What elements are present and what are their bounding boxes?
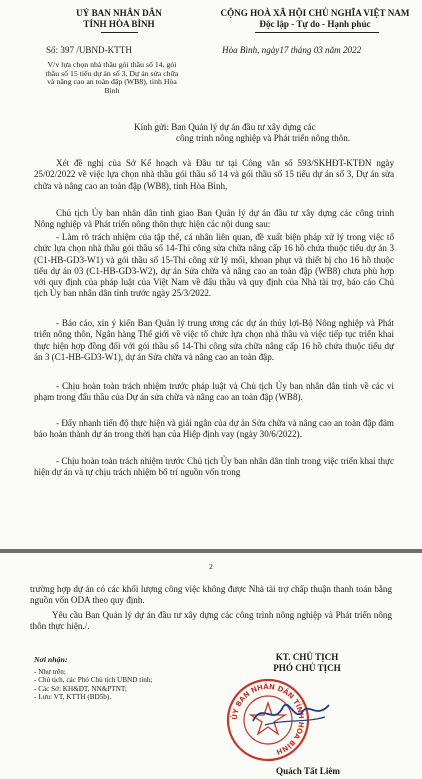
recipients-item: - Lưu: VT, KTTH (BD5b).	[34, 693, 112, 702]
body-paragraph: trường hợp dự án có các khối lượng công việc không được Nhà tài trợ chấp thuận thanh toán bằng nguồn vốn ODA theo quy định.	[30, 584, 392, 606]
body-paragraph: Chủ tịch Ủy ban nhân dân tỉnh giao Ban Quản lý dự án đầu tư xây dựng các công trình Nông nghiệp và Phát triển nông thôn thực hiện các nội dung sau:	[34, 208, 394, 230]
recipients-list	[34, 656, 164, 702]
province-name: TỈNH HÒA BÌNH	[83, 19, 155, 30]
signature-kt: KT. CHỦ TỊCH	[275, 652, 339, 662]
recipient-block	[134, 122, 404, 145]
page-number: 2	[209, 562, 213, 571]
header-left	[54, 8, 184, 31]
motto: Độc lập - Tự do - Hạnh phúc	[259, 19, 371, 30]
recipients-item: - Các Sở: KH&ĐT, NN&PTNT;	[34, 684, 127, 693]
recipients-item: - Chủ tịch, các Phó Chủ tịch UBND tỉnh;	[34, 676, 153, 685]
body-paragraph: - Làm rõ trách nhiệm của tập thể, cá nhân liên quan, đề xuất biện pháp xử lý trong việc tổ chức lựa chọn nhà thầu gói thầu số 14-Thi công sửa chữa nâng cấp 16 hồ chứa thuộc tiểu dự án 3 (C1-HB-GD3-W1) và gói thầu số 15-Thi công xử lý mối, khoan phụt và thiết bị cho 16 hồ thuộc tiểu dự án 03 (C1-HB-GD3-W2), dự án Sửa chữa và nâng cao an toàn đập (WB8) chưa phù hợp với quy định của pháp luật của Việt Nam về đấu thầu và quy định của Nhà tài trợ, báo cáo Chủ tịch Ủy ban nhân dân tỉnh trước ngày 25/3/2022.	[34, 232, 394, 299]
place-date: Hòa Bình, ngày17 tháng 03 năm 2022	[222, 45, 362, 55]
recipient-line2: công trình nông nghiệp và Phát triển nông thôn.	[176, 133, 351, 144]
body-paragraph: - Chịu hoàn toàn trách nhiệm trước pháp luật và Chủ tịch Ủy ban nhân dân tỉnh về các vi phạm trong đấu thầu của Dự án sửa chữa và nâng cao an toàn đập (WB8).	[34, 381, 394, 403]
stamp-ring-text: ỦY BAN NHÂN DÂN TỈNH HÒA BÌNH	[230, 682, 306, 756]
signature-role: PHÓ CHỦ TỊCH	[273, 663, 341, 674]
recipients-title: Nơi nhận:	[34, 655, 68, 664]
document-page-2	[0, 553, 422, 779]
body-paragraph: - Chịu hoàn toàn trách nhiệm trước Chủ tịch Ủy ban nhân dân tỉnh trong việc triển khai thực hiện dự án và tự chịu trách nhiệm bố trí nguồn vốn trong	[34, 456, 394, 478]
body-paragraph: - Báo cáo, xin ý kiến Ban Quản lý trung ương các dự án thủy lợi-Bộ Nông nghiệp và Phát triển nông thôn, Ngân hàng Thế giới về việc tổ chức lựa chọn nhà thầu và việc tiếp tục triển khai thực hiện hợp đồng đối với gói thầu số 14-Thi công sửa chữa nâng cấp 16 hồ chứa thuộc tiểu dự án 3 (C1-HB-GD3-W1), dự án Sửa chữa và nâng cao an toàn đập.	[34, 318, 394, 362]
recipient-line1: Ban Quản lý dự án đầu tư xây dựng các	[171, 122, 316, 132]
signer-name: Quách Tất Liêm	[276, 766, 340, 776]
document-number: Số: 397 /UBND-KTTH	[46, 45, 132, 55]
nation-title: CỘNG HOÀ XÃ HỘI CHỦ NGHĨA VIỆT NAM	[220, 8, 410, 18]
signature-title	[232, 652, 382, 675]
header-right-underline	[255, 32, 379, 33]
agency-name: UỶ BAN NHÂN DÂN	[76, 8, 162, 18]
subject-line: V/v lựa chọn nhà thầu gói thầu số 14, gói thầu số 15 tiểu dự án số 3, Dự án sửa chữa và nâng cao an toàn đập (WB8), tỉnh Hòa Bình	[45, 60, 179, 95]
body-paragraph: Xét đề nghị của Sở Kế hoạch và Đầu tư tại Công văn số 593/SKHĐT-KTĐN ngày 25/02/2022 về việc lựa chọn nhà thầu gói thầu số 14 và gói thầu số 15 tiểu dự án số 3, Dự án sửa chữa và nâng cao an toàn đập (WB8), tỉnh Hòa Bình,	[34, 158, 394, 191]
recipients-item: - Như trên;	[34, 667, 66, 676]
recipient-label: Kính gửi:	[134, 122, 169, 132]
body-paragraph: - Đẩy nhanh tiến độ thực hiện và giải ngân của dự án Sửa chữa và nâng cao an toàn đập đảm bảo hoàn thành dự án trong thời hạn của Hiệp định vay (ngày 30/6/2022).	[34, 418, 394, 440]
body-paragraph: Yêu cầu Ban Quản lý dự án đầu tư xây dựng các công trình nông nghiệp và Phát triển nông thôn thực hiện./.	[30, 610, 392, 632]
handwritten-signature	[245, 693, 335, 733]
header-right	[190, 8, 422, 31]
header-left-underline	[101, 32, 138, 33]
